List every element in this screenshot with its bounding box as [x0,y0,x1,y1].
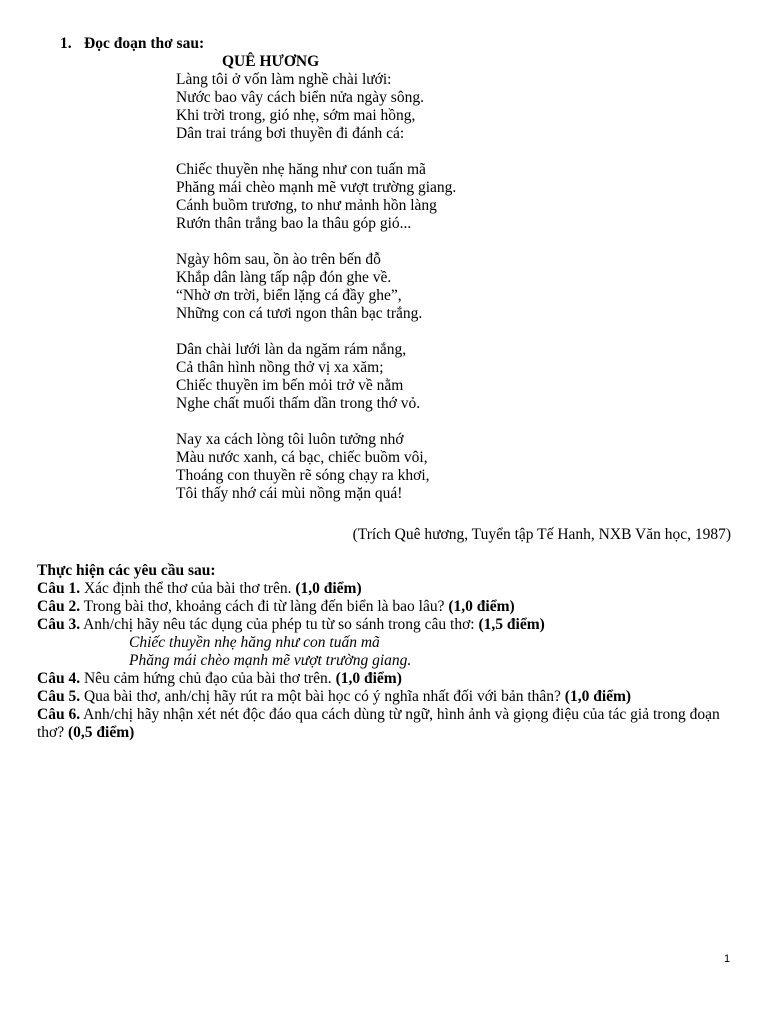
question-points: (0,5 điểm) [68,724,135,741]
stanza-5 [176,431,456,503]
poem-line: “Nhờ ơn trời, biển lặng cá đầy ghe”, [176,287,402,304]
question-3 [37,616,737,634]
question-label: Câu 4. [37,670,81,687]
question-text: Anh/chị hãy nhận xét nét độc đáo qua cách dùng từ ngữ, hình ảnh và giọng điệu của tác giả trong đoạn thơ? [37,706,720,741]
stanza-3 [176,251,456,323]
question-5 [37,688,737,706]
stanza-4 [176,341,456,413]
poem [176,71,456,521]
poem-line: Phăng mái chèo mạnh mẽ vượt trường giang. [176,179,457,196]
stanza-1 [176,71,456,143]
question-points: (1,0 điểm) [564,688,632,705]
question-text: Trong bài thơ, khoảng cách đi từ làng đến biển là bao lâu? [80,598,449,615]
poem-line: Màu nước xanh, cá bạc, chiếc buồm vôi, [176,449,428,466]
poem-line: Dân chài lưới làn da ngăm rám nắng, [176,341,407,358]
poem-line: Khi trời trong, gió nhẹ, sớm mai hồng, [176,107,416,124]
question-label: Câu 3. [37,616,81,633]
tasks-title: Thực hiện các yêu cầu sau: [37,562,216,579]
poem-citation: (Trích Quê hương, Tuyển tập Tế Hanh, NXB Văn học, 1987) [352,526,731,543]
question-text: Nêu cảm hứng chủ đạo của bài thơ trên. [80,670,336,687]
question-label: Câu 1. [37,580,81,597]
question-6 [37,706,737,742]
poem-line: Chiếc thuyền im bến mỏi trở về nằm [176,377,404,394]
question-label: Câu 6. [37,706,81,723]
poem-line: Cánh buồm trương, to như mảnh hồn làng [176,197,437,214]
stanza-2 [176,161,456,233]
question-points: (1,5 điểm) [478,616,545,633]
quoted-line: Chiếc thuyền nhẹ hăng như con tuấn mã [129,634,380,651]
poem-line: Rướn thân trắng bao la thâu góp gió... [176,215,412,232]
question-label: Câu 2. [37,598,81,615]
poem-line: Nay xa cách lòng tôi luôn tưởng nhớ [176,431,404,448]
task-list [37,562,737,742]
poem-line: Dân trai tráng bơi thuyền đi đánh cá: [176,125,405,142]
poem-line: Khắp dân làng tấp nập đón ghe về. [176,269,392,286]
question-1 [37,580,737,598]
poem-title: QUÊ HƯƠNG [222,53,320,70]
poem-line: Chiếc thuyền nhẹ hăng như con tuấn mã [176,161,426,178]
poem-line: Tôi thấy nhớ cái mùi nồng mặn quá! [176,485,403,502]
question-points: (1,0 điểm) [335,670,402,687]
question-label: Câu 5. [37,688,81,705]
question-text: Xác định thể thơ của bài thơ trên. [80,580,296,597]
poem-line: Làng tôi ở vốn làm nghề chài lưới: [176,71,392,88]
poem-line: Thoáng con thuyền rẽ sóng chạy ra khơi, [176,467,430,484]
section-number: 1. [60,35,72,52]
question-text: Qua bài thơ, anh/chị hãy rút ra một bài học có ý nghĩa nhất đối với bản thân? [80,688,565,705]
poem-line: Nghe chất muối thấm dần trong thớ vỏ. [176,395,421,412]
question-4 [37,670,737,688]
poem-line: Những con cá tươi ngon thân bạc trắng. [176,305,423,322]
poem-line: Nước bao vây cách biển nửa ngày sông. [176,89,424,106]
question-2 [37,598,737,616]
question-text: Anh/chị hãy nêu tác dụng của phép tu từ so sánh trong câu thơ: [80,616,479,633]
section-heading [60,35,204,53]
section-heading-text: Đọc đoạn thơ sau: [84,35,205,52]
question-points: (1,0 điểm) [295,580,362,597]
question-points: (1,0 điểm) [448,598,515,615]
quoted-line: Phăng mái chèo mạnh mẽ vượt trường giang. [129,652,412,669]
page-number: 1 [724,953,731,965]
poem-line: Ngày hôm sau, ồn ào trên bến đỗ [176,251,381,268]
poem-line: Cả thân hình nồng thở vị xa xăm; [176,359,384,376]
